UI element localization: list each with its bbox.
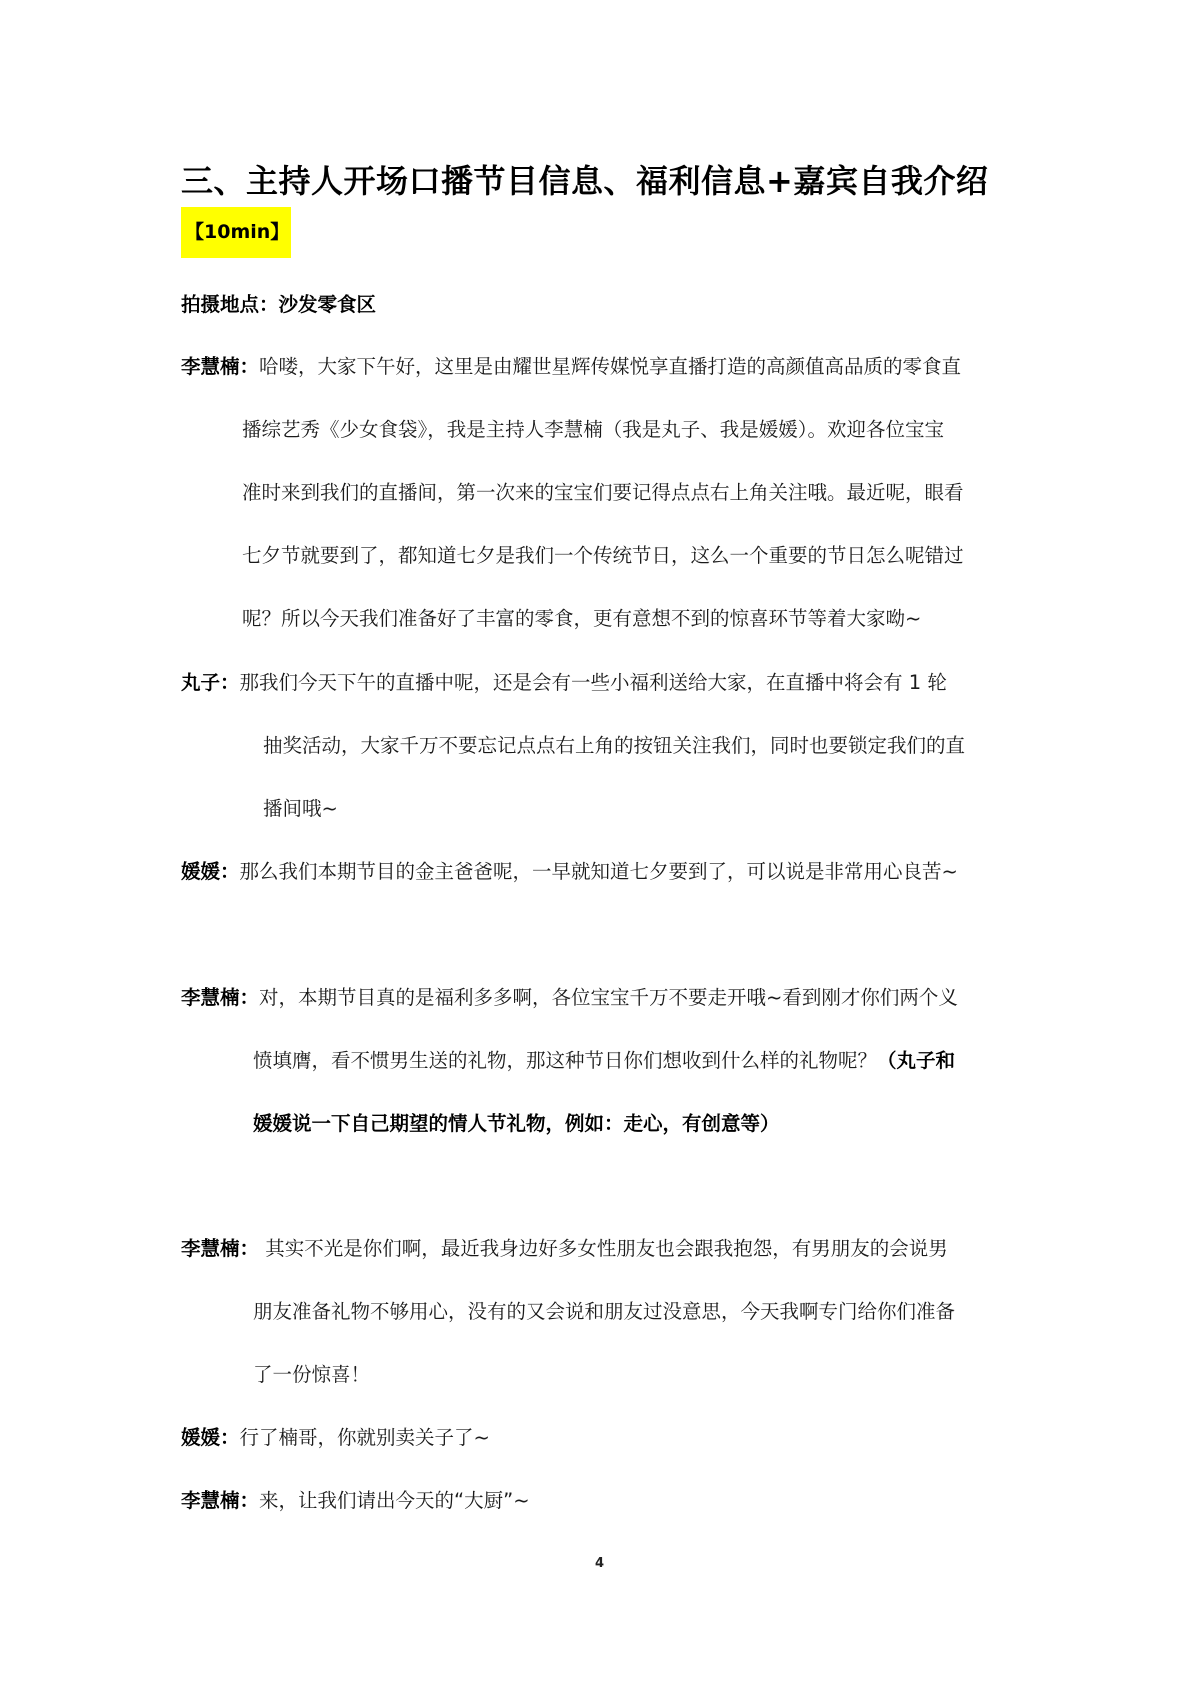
dialogue-line: 播综艺秀《少女食袋》，我是主持人李慧楠（我是丸子、我是媛媛）。欢迎各位宝宝 (242, 418, 945, 441)
speaker-name: 李慧楠： (181, 1237, 260, 1260)
dialogue-line: 李慧楠：来，让我们请出今天的“大厨”~ (181, 1489, 530, 1512)
page-number: 4 (595, 1556, 605, 1571)
dialogue-line: 李慧楠： 其实不光是你们啊，最近我身边好多女性朋友也会跟我抱怨，有男朋友的会说男 (181, 1237, 948, 1260)
dialogue-line: 媛媛：那么我们本期节目的金主爸爸呢，一早就知道七夕要到了，可以说是非常用心良苦~ (181, 860, 958, 883)
speaker-name: 媛媛： (181, 860, 240, 883)
dialogue-line: 播间哦~ (263, 797, 338, 820)
dialogue-line: 准时来到我们的直播间，第一次来的宝宝们要记得点点右上角关注哦。最近呢，眼看 (242, 481, 964, 504)
dialogue-line: 愤填膺，看不惯男生送的礼物，那这种节日你们想收到什么样的礼物呢？（丸子和 (253, 1049, 956, 1072)
dialogue-line: 李慧楠：哈喽，大家下午好，这里是由耀世星辉传媒悦享直播打造的高颜值高品质的零食直 (181, 355, 962, 378)
stage-direction: 媛媛说一下自己期望的情人节礼物，例如：走心，有创意等） (253, 1112, 780, 1135)
speaker-name: 李慧楠： (181, 355, 260, 378)
dialogue-line: 呢？所以今天我们准备好了丰富的零食，更有意想不到的惊喜环节等着大家呦~ (242, 607, 922, 630)
section-title: 三、主持人开场口播节目信息、福利信息+嘉宾自我介绍 (181, 162, 989, 200)
shooting-location: 拍摄地点：沙发零食区 (181, 293, 377, 316)
dialogue-line: 七夕节就要到了，都知道七夕是我们一个传统节日，这么一个重要的节日怎么呢错过 (242, 544, 964, 567)
speaker-name: 李慧楠： (181, 1489, 260, 1512)
dialogue-line: 了一份惊喜！ (253, 1363, 371, 1386)
stage-direction: （丸子和 (877, 1049, 956, 1072)
duration-highlight-tag: 【10min】 (181, 207, 291, 258)
dialogue-line: 抽奖活动，大家千万不要忘记点点右上角的按钮关注我们，同时也要锁定我们的直 (263, 734, 966, 757)
dialogue-line: 朋友准备礼物不够用心，没有的又会说和朋友过没意思，今天我啊专门给你们准备 (253, 1300, 956, 1323)
speaker-name: 李慧楠： (181, 986, 260, 1009)
speaker-name: 丸子： (181, 671, 240, 694)
speaker-name: 媛媛： (181, 1426, 240, 1449)
dialogue-line: 媛媛：行了楠哥，你就别卖关子了~ (181, 1426, 490, 1449)
dialogue-line: 丸子：那我们今天下午的直播中呢，还是会有一些小福利送给大家，在直播中将会有 1 轮 (181, 671, 947, 694)
dialogue-line: 李慧楠：对，本期节目真的是福利多多啊，各位宝宝千万不要走开哦~看到刚才你们两个义 (181, 986, 958, 1009)
